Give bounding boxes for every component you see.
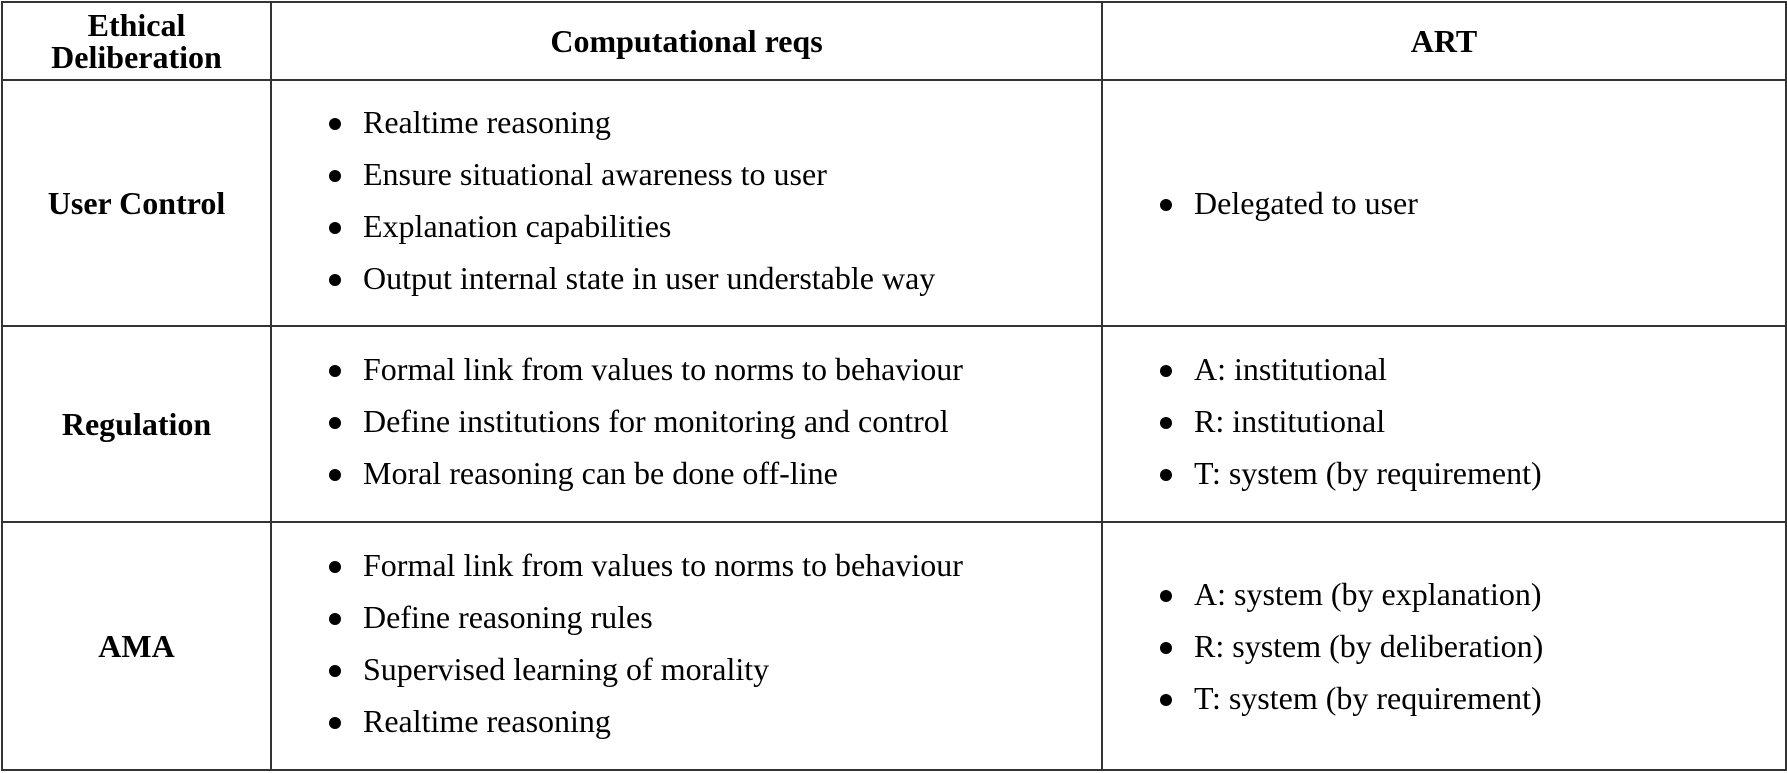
bullet-list (272, 343, 1101, 499)
list-item: Supervised learning of morality (329, 643, 1101, 695)
row-label: AMA (2, 522, 271, 770)
bullet-icon (1160, 365, 1172, 377)
bullet-icon (329, 118, 341, 130)
bullet-list (272, 539, 1101, 747)
list-item: A: institutional (1160, 343, 1785, 395)
computational-reqs-cell (271, 522, 1102, 770)
list-item: Formal link from values to norms to behaviour (329, 539, 1101, 591)
list-item: Formal link from values to norms to behaviour (329, 343, 1101, 395)
header-line-2: Deliberation (51, 39, 222, 75)
table-row-user-control (2, 80, 1786, 326)
list-item: Realtime reasoning (329, 96, 1101, 148)
list-item: A: system (by explanation) (1160, 568, 1785, 620)
list-item: T: system (by requirement) (1160, 672, 1785, 724)
bullet-icon (329, 222, 341, 234)
bullet-list (1103, 177, 1785, 229)
bullet-icon (329, 469, 341, 481)
list-item: T: system (by requirement) (1160, 447, 1785, 499)
art-cell (1102, 80, 1786, 326)
computational-reqs-cell (271, 80, 1102, 326)
ethical-deliberation-table (1, 1, 1787, 771)
header-ethical-deliberation (2, 2, 271, 80)
list-item: Define institutions for monitoring and control (329, 395, 1101, 447)
bullet-list (1103, 568, 1785, 724)
bullet-icon (1160, 694, 1172, 706)
bullet-icon (329, 665, 341, 677)
row-label: User Control (2, 80, 271, 326)
list-item: Ensure situational awareness to user (329, 148, 1101, 200)
table-row-ama (2, 522, 1786, 770)
bullet-icon (329, 365, 341, 377)
list-item: R: institutional (1160, 395, 1785, 447)
header-computational-reqs: Computational reqs (271, 2, 1102, 80)
row-label: Regulation (2, 326, 271, 522)
bullet-list (272, 96, 1101, 304)
header-art: ART (1102, 2, 1786, 80)
list-item: Delegated to user (1160, 177, 1785, 229)
list-item: Output internal state in user understable way (329, 252, 1101, 304)
computational-reqs-cell (271, 326, 1102, 522)
bullet-icon (1160, 469, 1172, 481)
bullet-icon (1160, 199, 1172, 211)
header-line-1: Ethical (87, 7, 186, 43)
art-cell (1102, 522, 1786, 770)
header-row (2, 2, 1786, 80)
table-row-regulation (2, 326, 1786, 522)
bullet-icon (329, 717, 341, 729)
bullet-icon (329, 274, 341, 286)
bullet-icon (329, 561, 341, 573)
bullet-list (1103, 343, 1785, 499)
list-item: Explanation capabilities (329, 200, 1101, 252)
bullet-icon (1160, 642, 1172, 654)
art-cell (1102, 326, 1786, 522)
bullet-icon (329, 417, 341, 429)
list-item: Realtime reasoning (329, 695, 1101, 747)
list-item: Moral reasoning can be done off-line (329, 447, 1101, 499)
bullet-icon (329, 170, 341, 182)
list-item: R: system (by deliberation) (1160, 620, 1785, 672)
list-item: Define reasoning rules (329, 591, 1101, 643)
bullet-icon (329, 613, 341, 625)
bullet-icon (1160, 417, 1172, 429)
bullet-icon (1160, 590, 1172, 602)
